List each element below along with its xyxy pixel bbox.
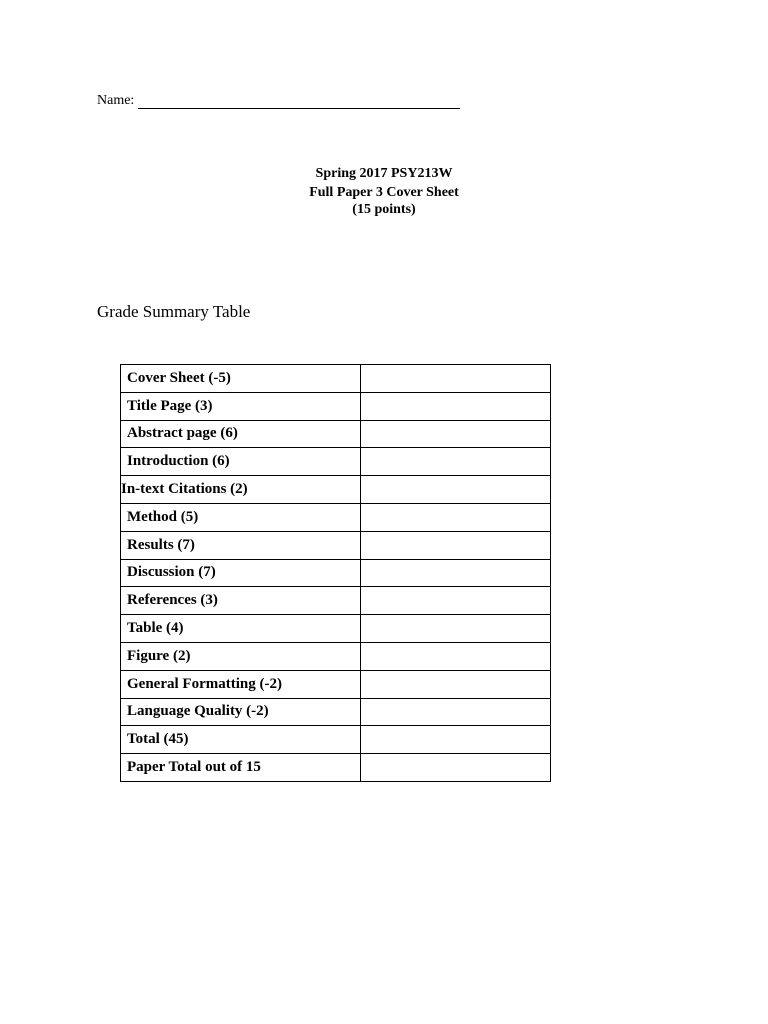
row-label: Figure (2) [121, 642, 361, 670]
table-row [121, 698, 551, 726]
row-label: Title Page (3) [121, 392, 361, 420]
row-label: Total (45) [121, 726, 361, 754]
table-row [121, 754, 551, 782]
name-field [97, 93, 460, 109]
course-heading: Spring 2017 PSY213W [315, 166, 453, 181]
score-cell[interactable] [361, 642, 551, 670]
row-label: Discussion (7) [121, 559, 361, 587]
table-row [121, 726, 551, 754]
row-label: Abstract page (6) [121, 420, 361, 448]
score-cell[interactable] [361, 559, 551, 587]
name-blank-line[interactable] [138, 94, 460, 109]
row-label: Method (5) [121, 503, 361, 531]
score-cell[interactable] [361, 698, 551, 726]
document-header [0, 164, 768, 218]
table-row [121, 365, 551, 393]
row-label: Results (7) [121, 531, 361, 559]
table-row [121, 392, 551, 420]
table-row [121, 615, 551, 643]
table-row [121, 559, 551, 587]
score-cell[interactable] [361, 392, 551, 420]
score-cell[interactable] [361, 448, 551, 476]
row-label: References (3) [121, 587, 361, 615]
score-cell[interactable] [361, 365, 551, 393]
row-label: Paper Total out of 15 [121, 754, 361, 782]
row-label: Table (4) [121, 615, 361, 643]
score-cell[interactable] [361, 420, 551, 448]
row-label: Cover Sheet (-5) [121, 365, 361, 393]
table-row [121, 587, 551, 615]
score-cell[interactable] [361, 670, 551, 698]
score-cell[interactable] [361, 615, 551, 643]
table-row [121, 448, 551, 476]
score-cell[interactable] [361, 754, 551, 782]
table-row [121, 420, 551, 448]
score-cell[interactable] [361, 726, 551, 754]
table-row [121, 503, 551, 531]
points-note: (15 points) [352, 202, 416, 217]
score-cell[interactable] [361, 476, 551, 504]
table-row [121, 670, 551, 698]
row-label: Introduction (6) [121, 448, 361, 476]
score-cell[interactable] [361, 531, 551, 559]
table-row [121, 476, 551, 504]
score-cell[interactable] [361, 503, 551, 531]
row-label: Language Quality (-2) [121, 698, 361, 726]
table-row [121, 642, 551, 670]
row-label: In-text Citations (2) [121, 476, 361, 504]
name-label: Name: [97, 93, 135, 108]
grade-summary-title: Grade Summary Table [97, 302, 251, 321]
document-title: Full Paper 3 Cover Sheet [309, 185, 459, 200]
table-row [121, 531, 551, 559]
row-label: General Formatting (-2) [121, 670, 361, 698]
grade-summary-table [120, 364, 551, 782]
score-cell[interactable] [361, 587, 551, 615]
